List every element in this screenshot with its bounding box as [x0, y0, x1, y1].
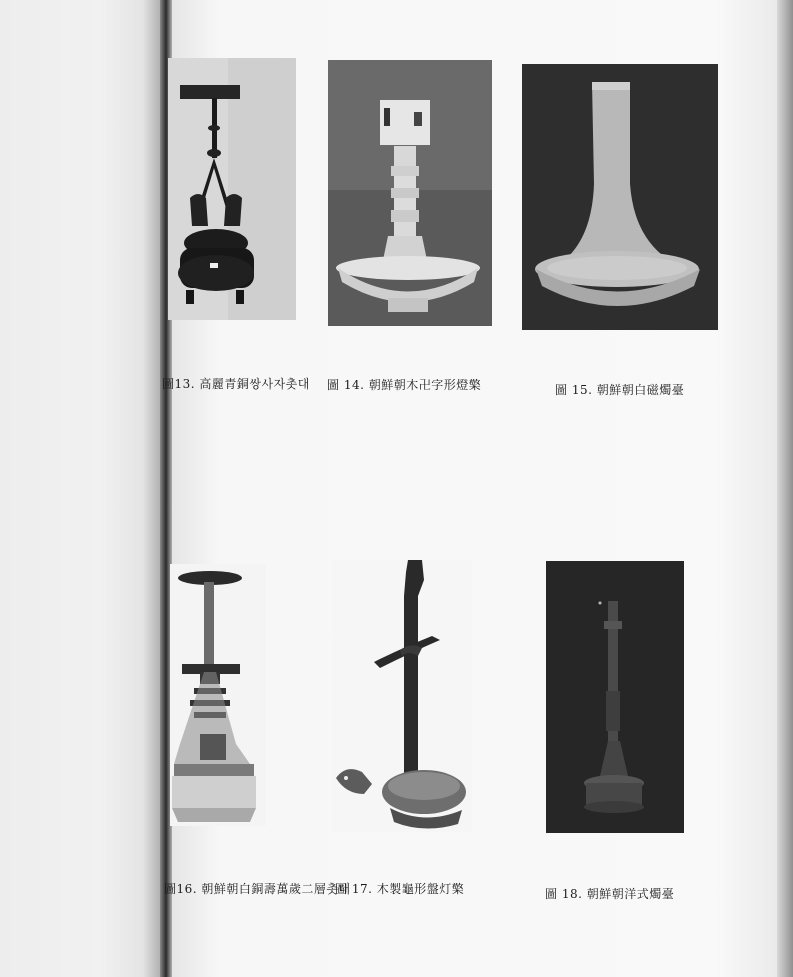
- figure-17-photo: [332, 560, 472, 832]
- figure-15-photo: [522, 64, 718, 330]
- figure-18-photo: [546, 561, 684, 833]
- left-page: [0, 0, 168, 977]
- figure-14-caption: 圖 14. 朝鮮朝木卍字形燈檠: [327, 378, 482, 392]
- figure-15-caption: 圖 15. 朝鮮朝白磁燭臺: [555, 383, 685, 397]
- figure-18-caption: 圖 18. 朝鮮朝洋式燭臺: [545, 887, 675, 901]
- figure-13-photo: [168, 58, 296, 320]
- figure-17-caption: 圖 17. 木製龜形盤灯檠: [335, 882, 465, 896]
- figure-14-photo: [328, 60, 492, 326]
- figure-13-caption: 圖13. 高麗青銅쌍사자촛대: [162, 377, 310, 391]
- figure-16-photo: [170, 564, 266, 826]
- page-edge: [777, 0, 793, 977]
- figure-16-caption: 圖16. 朝鮮朝白銅壽萬歲二層촛대: [164, 882, 351, 896]
